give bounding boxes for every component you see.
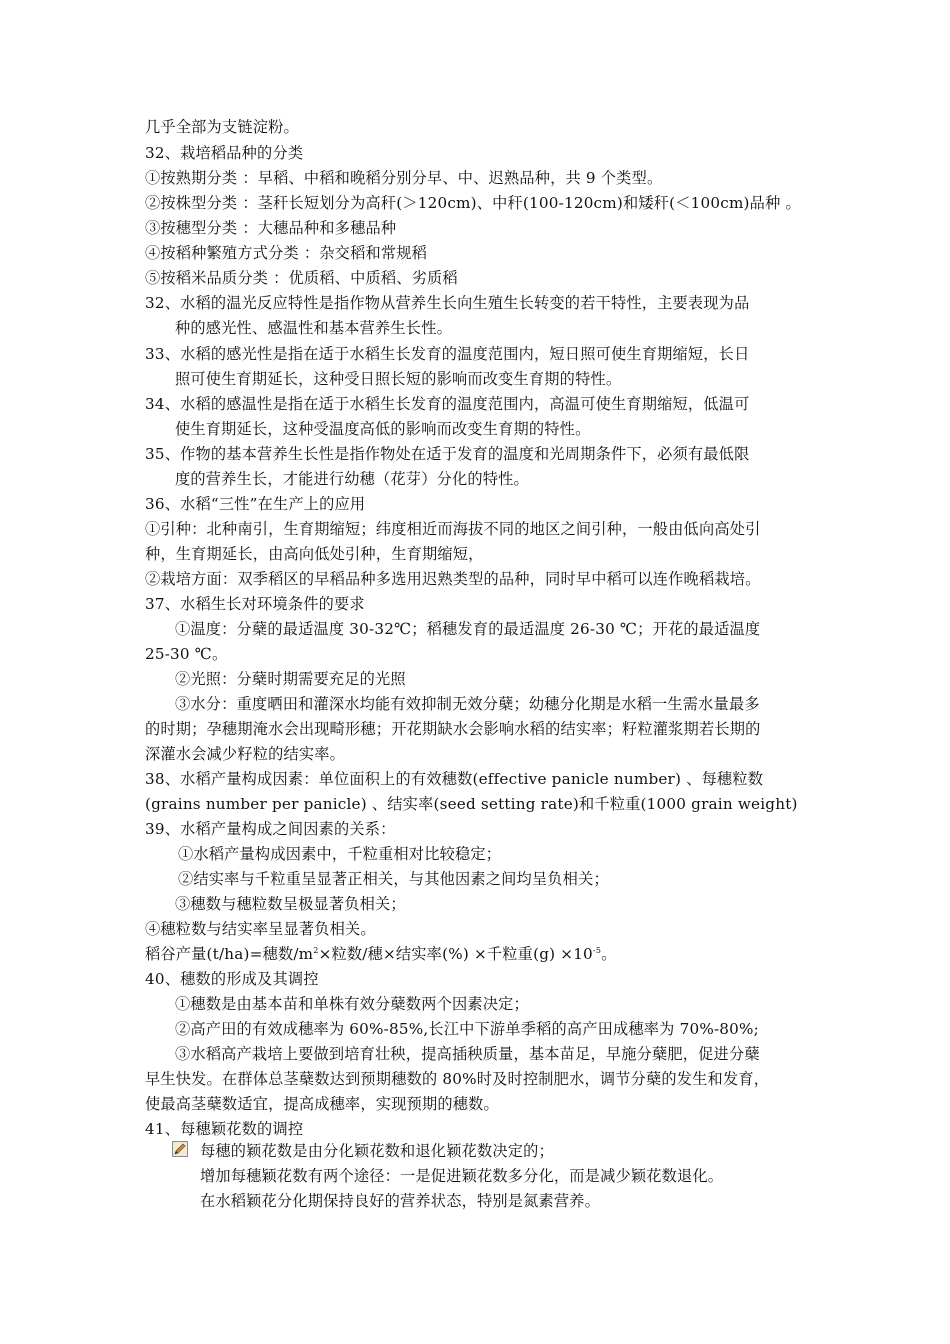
formula-part: ×粒数/穗×结实率(%) ×千粒重(g) ×10 bbox=[318, 945, 593, 963]
paragraph-line: (grains number per panicle) 、结实率(seed setting rate)和千粒重(1000 grain weight) bbox=[145, 795, 798, 813]
formula-superscript: 2 bbox=[313, 945, 319, 955]
list-item: ③按穗型分类 ：大穗品种和多穗品种 bbox=[145, 219, 397, 237]
paragraph-line: 使生育期延长，这种受温度高低的影响而改变生育期的特性。 bbox=[175, 420, 591, 438]
formula-part: 稻谷产量(t/ha)=穗数/m bbox=[145, 945, 314, 963]
list-item: ④穗粒数与结实率呈显著负相关。 bbox=[145, 920, 376, 938]
paragraph-line: 使最高茎蘖数适宜，提高成穗率，实现预期的穗数。 bbox=[145, 1095, 499, 1113]
paragraph-line: 深灌水会减少籽粒的结实率。 bbox=[145, 745, 346, 763]
paragraph-line: ②栽培方面：双季稻区的早稻品种多选用迟熟类型的品种，同时早中稻可以连作晚稻栽培。 bbox=[145, 570, 761, 588]
list-item: ⑤按稻米品质分类 ：优质稻、中质稻、劣质稻 bbox=[145, 269, 458, 287]
paragraph-line: 38、水稻产量构成因素：单位面积上的有效穗数(effective panicle number) 、每穗粒数 bbox=[145, 770, 764, 788]
paragraph-line: 的时期；孕穗期淹水会出现畸形穗；开花期缺水会影响水稻的结实率；籽粒灌浆期若长期的 bbox=[145, 720, 761, 738]
list-item: ②高产田的有效成穗率为 60%-85%,长江中下游单季稻的高产田成穗率为 70%-80%; bbox=[175, 1020, 759, 1038]
list-item: ②按株型分类 ：茎秆长短划分为高秆(＞120cm)、中秆(100-120cm)和矮秆(＜100cm)品种 。 bbox=[145, 194, 801, 212]
section-heading-39: 39、水稻产量构成之间因素的关系： bbox=[145, 820, 396, 838]
paragraph-line: 35、作物的基本营养生长性是指作物处在适于发育的温度和光周期条件下，必须有最低限 bbox=[145, 445, 750, 463]
bullet-item-continued: 增加每穗颖花数有两个途径：一是促进颖花数多分化，而是减少颖花数退化。 bbox=[200, 1167, 724, 1185]
paragraph-line: 种的感光性、感温性和基本营养生长性。 bbox=[175, 319, 452, 337]
paragraph-line: 32、水稻的温光反应特性是指作物从营养生长向生殖生长转变的若干特性，主要表现为品 bbox=[145, 294, 750, 312]
section-heading-32: 32、栽培稻品种的分类 bbox=[145, 144, 304, 162]
formula-part: 。 bbox=[601, 945, 617, 963]
yield-formula bbox=[145, 944, 617, 964]
list-item: ①穗数是由基本苗和单株有效分蘖数两个因素决定； bbox=[175, 995, 529, 1013]
list-item: ①按熟期分类 ：早稻、中稻和晚稻分别分早、中、迟熟品种，共 9 个类型。 bbox=[145, 169, 663, 187]
paragraph-line: 度的营养生长，才能进行幼穗（花芽）分化的特性。 bbox=[175, 470, 529, 488]
list-item: ①水稻产量构成因素中，千粒重相对比较稳定； bbox=[178, 845, 502, 863]
paragraph-line: 几乎全部为支链淀粉。 bbox=[145, 118, 299, 136]
list-item: ③水稻高产栽培上要做到培育壮秧，提高插秧质量，基本苗足，早施分蘖肥，促进分蘖 bbox=[175, 1045, 760, 1063]
paragraph-line: 照可使生育期延长，这种受日照长短的影响而改变生育期的特性。 bbox=[175, 370, 622, 388]
section-heading-36: 36、水稻“三性”在生产上的应用 bbox=[145, 495, 366, 513]
paragraph-line: 33、水稻的感光性是指在适于水稻生长发育的温度范围内，短日照可使生育期缩短，长日 bbox=[145, 345, 750, 363]
pencil-note-icon bbox=[172, 1141, 188, 1157]
section-heading-41: 41、每穗颖花数的调控 bbox=[145, 1120, 304, 1138]
paragraph-line: ①温度：分蘖的最适温度 30-32℃；稻穗发育的最适温度 26-30 ℃；开花的最适温度 bbox=[175, 620, 761, 638]
bullet-item: 每穗的颖花数是由分化颖花数和退化颖花数决定的； bbox=[200, 1142, 554, 1160]
paragraph-line: 34、水稻的感温性是指在适于水稻生长发育的温度范围内，高温可使生育期缩短，低温可 bbox=[145, 395, 750, 413]
paragraph-line: 种，生育期延长，由高向低处引种，生育期缩短， bbox=[145, 545, 484, 563]
paragraph-line: 25-30 ℃。 bbox=[145, 645, 228, 663]
list-item: ③穗数与穗粒数呈极显著负相关； bbox=[175, 895, 406, 913]
list-item: ②结实率与千粒重呈显著正相关，与其他因素之间均呈负相关； bbox=[178, 870, 609, 888]
section-heading-37: 37、水稻生长对环境条件的要求 bbox=[145, 595, 365, 613]
paragraph-line: ③水分：重度晒田和灌深水均能有效抑制无效分蘖；幼穗分化期是水稻一生需水量最多 bbox=[175, 695, 760, 713]
paragraph-line: ②光照：分蘖时期需要充足的光照 bbox=[175, 670, 406, 688]
formula-superscript: -5 bbox=[592, 945, 602, 955]
paragraph-line: 早生快发。在群体总茎蘖数达到预期穗数的 80%时及时控制肥水，调节分蘖的发生和发育， bbox=[145, 1070, 770, 1088]
section-heading-40: 40、穗数的形成及其调控 bbox=[145, 970, 319, 988]
list-item: ④按稻种繁殖方式分类 ：杂交稻和常规稻 bbox=[145, 244, 428, 262]
paragraph-line: ①引种：北种南引，生育期缩短；纬度相近而海拔不同的地区之间引种，一般由低向高处引 bbox=[145, 520, 761, 538]
bullet-item-continued: 在水稻颖花分化期保持良好的营养状态，特别是氮素营养。 bbox=[200, 1192, 601, 1210]
